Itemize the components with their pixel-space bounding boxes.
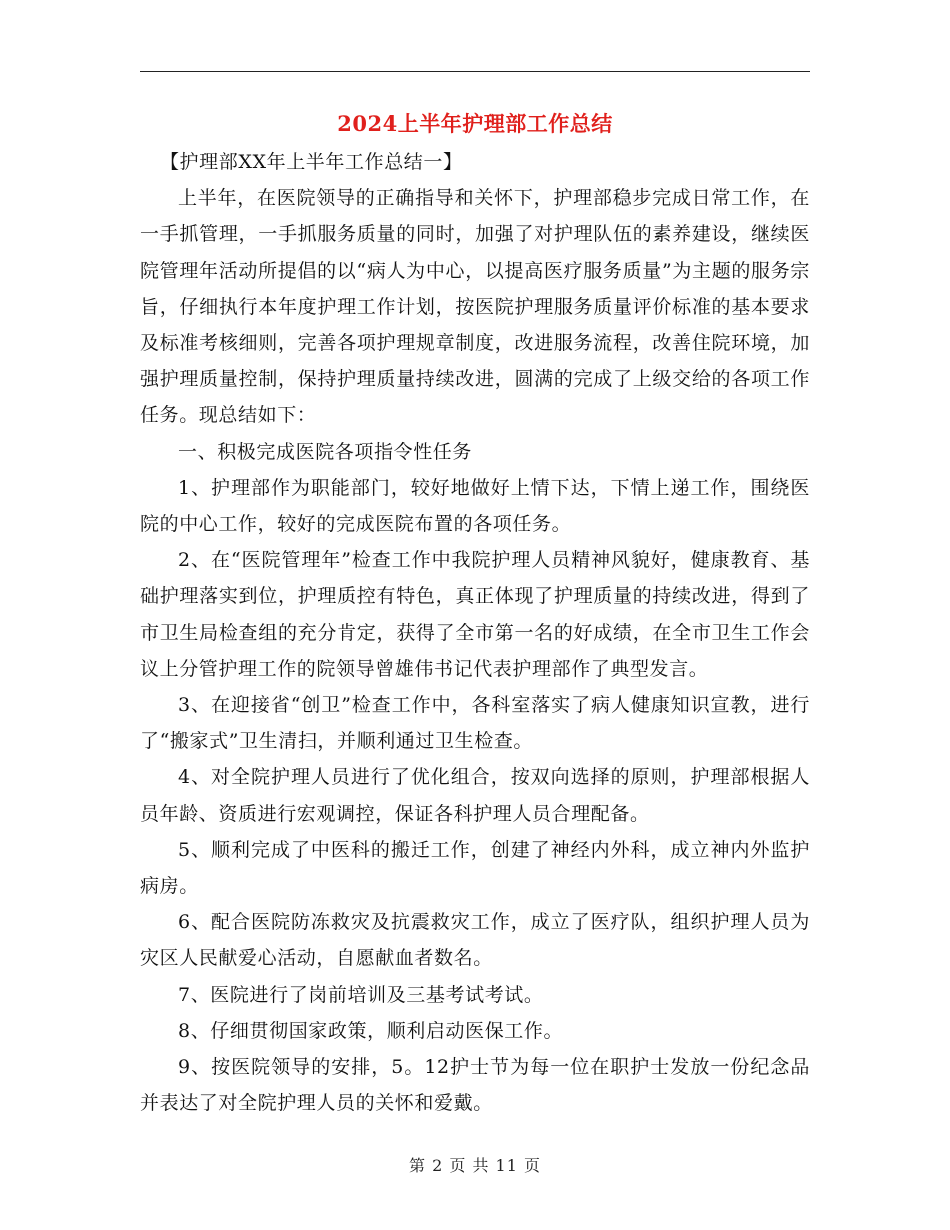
paragraph-item-7: 7、医院进行了岗前培训及三基考试考试。	[178, 983, 544, 1006]
paragraph-item-9: 9、按医院领导的安排，5。12护士节为每一位在职护士发放一份纪念品并表达了对全院护理人员的关怀和爱戴。	[140, 1056, 810, 1115]
paragraph-item-4: 4、对全院护理人员进行了优化组合，按双向选择的原则，护理部根据人员年龄、资质进行宏观调控，保证各科护理人员合理配备。	[140, 766, 810, 825]
paragraph-item-1: 1、护理部作为职能部门，较好地做好上情下达，下情上递工作，围绕医院的中心工作，较好的完成医院布置的各项任务。	[140, 476, 810, 536]
document-body	[140, 144, 810, 1121]
header-rule	[140, 71, 810, 72]
section-heading: 【护理部XX年上半年工作总结一】	[159, 151, 463, 173]
paragraph-item-3: 3、在迎接省“创卫”检查工作中，各科室落实了病人健康知识宣教，进行了“搬家式”卫生清扫，并顺利通过卫生检查。	[140, 694, 810, 753]
paragraph-item-6: 6、配合医院防冻救灾及抗震救灾工作，成立了医疗队，组织护理人员为灾区人民献爱心活动，自愿献血者数名。	[140, 911, 810, 970]
page-number: 第 2 页 共 11 页	[409, 1156, 541, 1175]
paragraph-item-8: 8、仔细贯彻国家政策，顺利启动医保工作。	[178, 1019, 564, 1042]
paragraph-item-5: 5、顺利完成了中医科的搬迁工作，创建了神经内外科，成立神内外监护病房。	[140, 838, 810, 898]
paragraph-intro: 上半年，在医院领导的正确指导和关怀下，护理部稳步完成日常工作，在一手抓管理，一手抓服务质量的同时，加强了对护理队伍的素养建设，继续医院管理年活动所提倡的以“病人为中心，以提高医疗服务质量”为主题的服务宗旨，仔细执行本年度护理工作计划，按医院护理服务质量评价标准的基本要求及标准考核细则，完善各项护理规章制度，改进服务流程，改善住院环境，加强护理质量控制，保持护理质量持续改进，圆满的完成了上级交给的各项工作任务。现总结如下：	[140, 187, 810, 427]
paragraph-item-2: 2、在“医院管理年”检查工作中我院护理人员精神风貌好，健康教育、基础护理落实到位，护理质控有特色，真正体现了护理质量的持续改进，得到了市卫生局检查组的充分肯定，获得了全市第一名的好成绩，在全市卫生工作会议上分管护理工作的院领导曾雄伟书记代表护理部作了典型发言。	[140, 549, 810, 680]
paragraph-subheading: 一、积极完成医院各项指令性任务	[178, 440, 473, 463]
document-title: 2024上半年护理部工作总结	[337, 111, 613, 136]
